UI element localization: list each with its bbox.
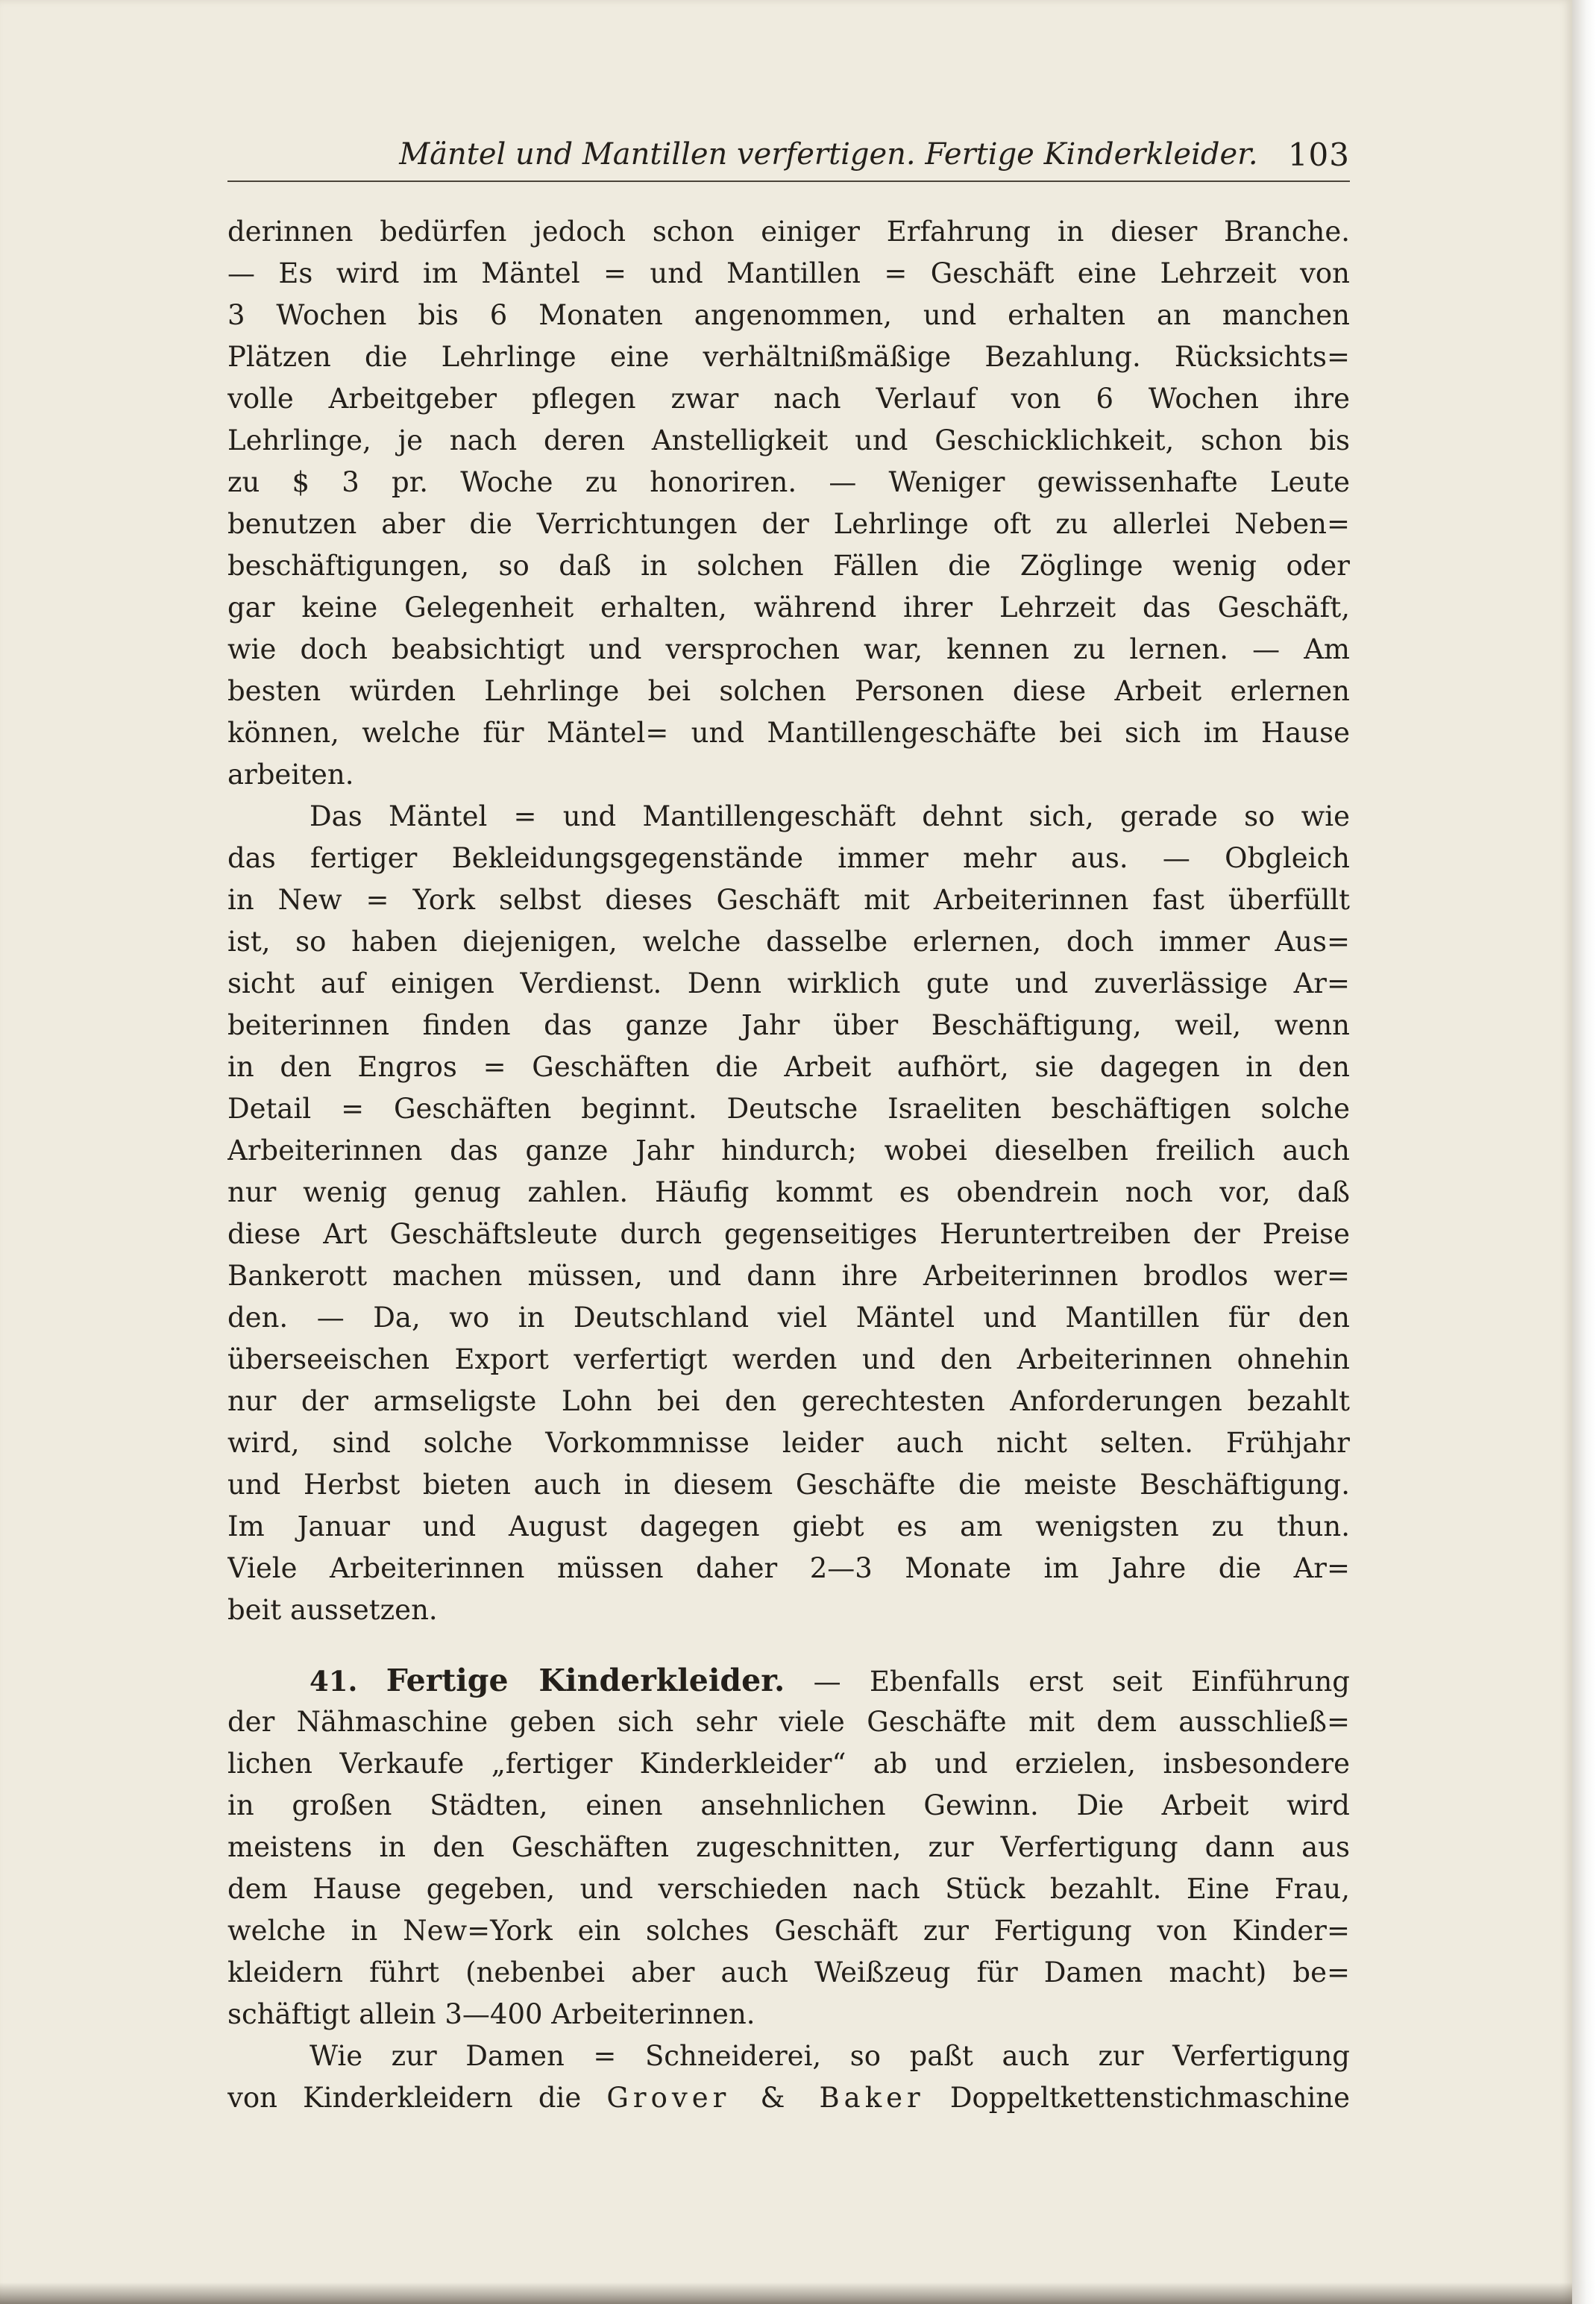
bottom-shadow	[0, 2282, 1572, 2304]
text-line: welche in New=York ein solches Geschäft zur Fertigung von Kinder=	[227, 1915, 1350, 1947]
text-line: Bankerott machen müssen, und dann ihre Arbeiterinnen brodlos wer=	[227, 1260, 1350, 1292]
text-line: beschäftigungen, so daß in solchen Fällen die Zöglinge wenig oder	[227, 550, 1350, 582]
text-line: den. — Da, wo in Deutschland viel Mäntel und Mantillen für den	[227, 1302, 1350, 1334]
text-line: Viele Arbeiterinnen müssen daher 2—3 Monate im Jahre die Ar=	[227, 1552, 1350, 1584]
text-line: gar keine Gelegenheit erhalten, während ihrer Lehrzeit das Geschäft,	[227, 591, 1350, 624]
text-line-brand	[227, 2077, 1350, 2119]
text-line: meistens in den Geschäften zugeschnitten, zur Verfertigung dann aus	[227, 1831, 1350, 1863]
text-line: benutzen aber die Verrichtungen der Lehrlinge oft zu allerlei Neben=	[227, 508, 1350, 540]
text-line: wird, sind solche Vorkommnisse leider auch nicht selten. Frühjahr	[227, 1427, 1350, 1459]
text-line: können, welche für Mäntel= und Mantillengeschäfte bei sich im Hause	[227, 717, 1350, 749]
running-header	[227, 128, 1350, 182]
text-line: derinnen bedürfen jedoch schon einiger Erfahrung in dieser Branche.	[227, 216, 1350, 248]
text-line: überseeischen Export verfertigt werden und den Arbeiterinnen ohnehin	[227, 1343, 1350, 1375]
text-line: beit aussetzen.	[227, 1594, 438, 1626]
text-line: kleidern führt (nebenbei aber auch Weißzeug für Damen macht) be=	[227, 1956, 1350, 1988]
page-number: 103	[1287, 136, 1350, 173]
text-line: 3 Wochen bis 6 Monaten angenommen, und erhalten an manchen	[227, 299, 1350, 331]
text-line: in New = York selbst dieses Geschäft mit Arbeiterinnen fast überfüllt	[227, 884, 1350, 916]
section-number: 41.	[310, 1665, 358, 1698]
text-line: arbeiten.	[227, 759, 354, 791]
text-line: dem Hause gegeben, und verschieden nach Stück bezahlt. Eine Frau,	[227, 1873, 1350, 1905]
text-line: nur wenig genug zahlen. Häufig kommt es obendrein noch vor, daß	[227, 1176, 1350, 1208]
text-fragment: von Kinderkleidern die	[227, 2082, 582, 2114]
text-line: Lehrlinge, je nach deren Anstelligkeit und Geschicklichkeit, schon bis	[227, 424, 1350, 456]
text-line: in großen Städten, einen ansehnlichen Gewinn. Die Arbeit wird	[227, 1789, 1350, 1821]
text-line: lichen Verkaufe „fertiger Kinderkleider“ ab und erzielen, insbesondere	[227, 1748, 1350, 1780]
section-first-line: — Ebenfalls erst seit Einführung	[813, 1666, 1350, 1698]
text-line: das fertiger Bekleidungsgegenstände immer mehr aus. — Obgleich	[227, 842, 1350, 874]
text-line: Das Mäntel = und Mantillengeschäft dehnt sich, gerade so wie	[310, 800, 1350, 832]
text-line: besten würden Lehrlinge bei solchen Personen diese Arbeit erlernen	[227, 675, 1350, 707]
text-line: Detail = Geschäften beginnt. Deutsche Israeliten beschäftigen solche	[227, 1093, 1350, 1125]
text-line: Plätzen die Lehrlinge eine verhältnißmäßige Bezahlung. Rücksichts=	[227, 341, 1350, 373]
text-line: sicht auf einigen Verdienst. Denn wirklich gute und zuverlässige Ar=	[227, 967, 1350, 999]
section-heading-line	[227, 1660, 1350, 1701]
text-line: ist, so haben diejenigen, welche dasselbe erlernen, doch immer Aus=	[227, 926, 1350, 958]
text-line: volle Arbeitgeber pflegen zwar nach Verlauf von 6 Wochen ihre	[227, 383, 1350, 415]
section-title: Fertige Kinderkleider.	[386, 1663, 785, 1698]
machine-brand: Grover & Baker	[606, 2082, 925, 2114]
text-line: und Herbst bieten auch in diesem Geschäfte die meiste Beschäftigung.	[227, 1469, 1350, 1501]
text-line: Im Januar und August dagegen giebt es am wenigsten zu thun.	[227, 1510, 1350, 1542]
text-line: Arbeiterinnen das ganze Jahr hindurch; wobei dieselben freilich auch	[227, 1134, 1350, 1167]
text-line: schäftigt allein 3—400 Arbeiterinnen.	[227, 1998, 755, 2030]
text-line: der Nähmaschine geben sich sehr viele Geschäfte mit dem ausschließ=	[227, 1706, 1350, 1738]
text-line: in den Engros = Geschäften die Arbeit aufhört, sie dagegen in den	[227, 1051, 1350, 1083]
scan-margin	[1572, 0, 1596, 2304]
text-line: wie doch beabsichtigt und versprochen war, kennen zu lernen. — Am	[227, 633, 1350, 665]
running-title: Mäntel und Mantillen verfertigen. Fertige Kinderkleider.	[399, 137, 1258, 172]
text-line: — Es wird im Mäntel = und Mantillen = Geschäft eine Lehrzeit von	[227, 257, 1350, 289]
text-line: zu $ 3 pr. Woche zu honoriren. — Weniger gewissenhafte Leute	[227, 466, 1350, 498]
text-line: Wie zur Damen = Schneiderei, so paßt auch zur Verfertigung	[310, 2040, 1350, 2072]
text-line: diese Art Geschäftsleute durch gegenseitiges Heruntertreiben der Preise	[227, 1218, 1350, 1250]
text-line: nur der armseligste Lohn bei den gerechtesten Anforderungen bezahlt	[227, 1385, 1350, 1417]
text-fragment: Doppeltkettenstichmaschine	[949, 2082, 1350, 2114]
text-line: beiterinnen finden das ganze Jahr über Beschäftigung, weil, wenn	[227, 1009, 1350, 1041]
